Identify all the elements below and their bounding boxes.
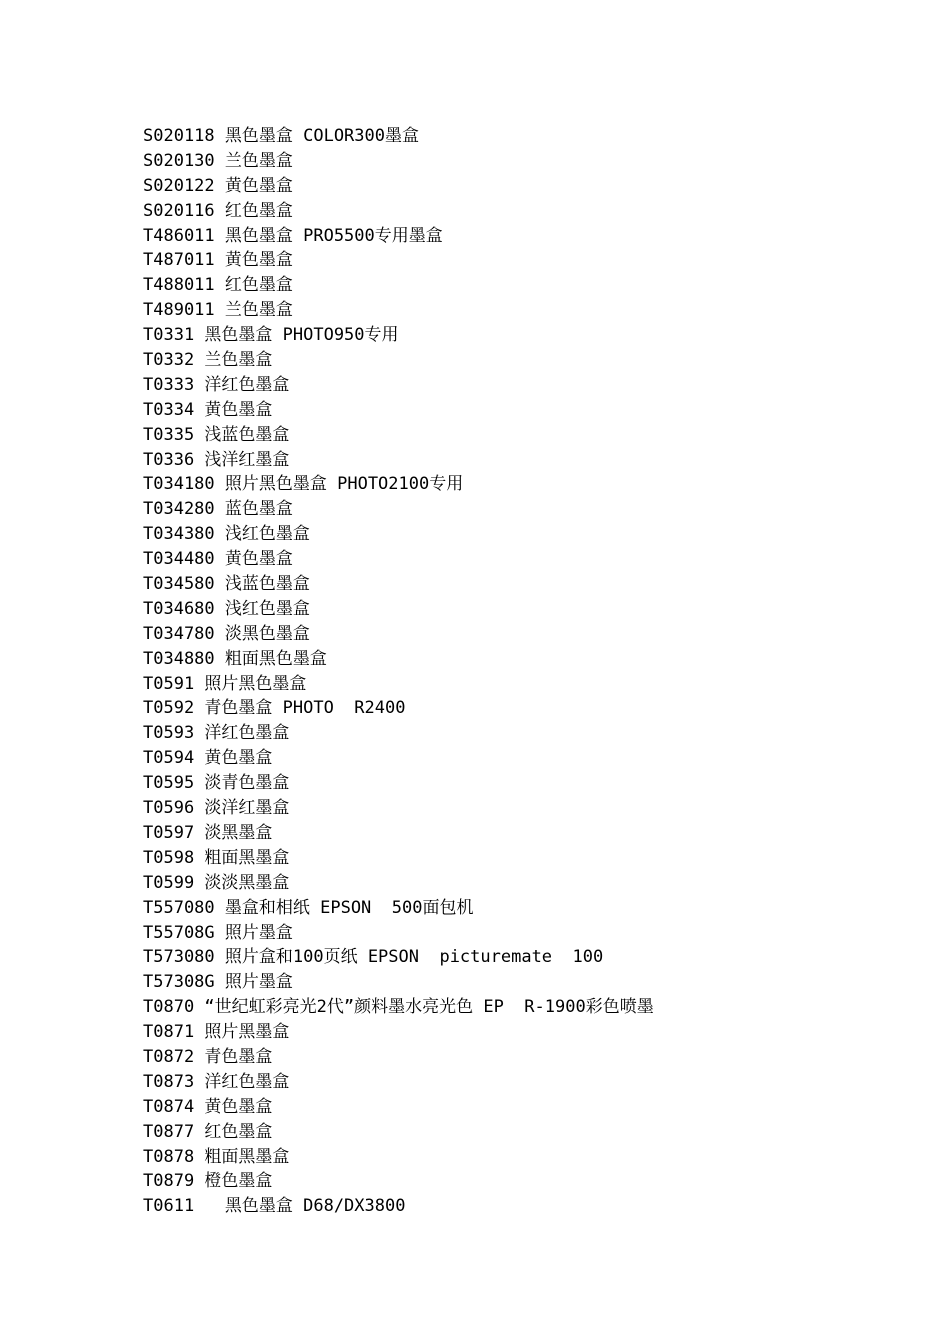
list-item: T034480 黄色墨盒 [143, 549, 293, 570]
list-item: T488011 红色墨盒 [143, 275, 293, 296]
list-item: T0591 照片黑色墨盒 [143, 673, 307, 694]
list-item: T0592 青色墨盒 PHOTO R2400 [143, 698, 406, 719]
list-item: T034280 蓝色墨盒 [143, 499, 293, 520]
list-item: T034680 浅红色墨盒 [143, 598, 310, 619]
list-item: T0336 浅洋红墨盒 [143, 449, 290, 470]
list-item: T034180 照片黑色墨盒 PHOTO2100专用 [143, 474, 464, 495]
list-item: T55708G 照片墨盒 [143, 922, 293, 943]
list-item: T0599 淡淡黑墨盒 [143, 872, 290, 893]
list-item: S020122 黄色墨盒 [143, 175, 293, 196]
list-item: T034780 淡黑色墨盒 [143, 623, 310, 644]
list-item: T0598 粗面黑墨盒 [143, 847, 290, 868]
list-item: T0593 洋红色墨盒 [143, 723, 290, 744]
list-item: S020116 红色墨盒 [143, 200, 293, 221]
list-item: T0871 照片黑墨盒 [143, 1022, 290, 1043]
list-item: T486011 黑色墨盒 PRO5500专用墨盒 [143, 225, 443, 246]
list-item: T487011 黄色墨盒 [143, 250, 293, 271]
list-item: T0596 淡洋红墨盒 [143, 798, 290, 819]
list-item: T557080 墨盒和相纸 EPSON 500面包机 [143, 897, 474, 918]
list-item: T0878 粗面黑墨盒 [143, 1146, 290, 1167]
list-item: T0872 青色墨盒 [143, 1046, 273, 1067]
list-item: T489011 兰色墨盒 [143, 300, 293, 321]
list-item: T0334 黄色墨盒 [143, 399, 273, 420]
list-item: T034580 浅蓝色墨盒 [143, 574, 310, 595]
list-item: S020118 黑色墨盒 COLOR300墨盒 [143, 126, 419, 146]
list-item: T0333 洋红色墨盒 [143, 374, 290, 395]
list-item: T0597 淡黑墨盒 [143, 822, 273, 843]
list-item: T0335 浅蓝色墨盒 [143, 424, 290, 445]
ink-cartridge-list [143, 124, 903, 1219]
list-item: T0595 淡青色墨盒 [143, 773, 290, 794]
list-item: T0874 黄色墨盒 [143, 1096, 273, 1117]
list-item: T57308G 照片墨盒 [143, 972, 293, 993]
list-item: T034380 浅红色墨盒 [143, 524, 310, 545]
list-item: S020130 兰色墨盒 [143, 150, 293, 171]
list-item: T0611 黑色墨盒 D68/DX3800 [143, 1196, 406, 1217]
list-item: T0873 洋红色墨盒 [143, 1071, 290, 1092]
list-item: T573080 照片盒和100页纸 EPSON picturemate 100 [143, 947, 604, 968]
list-item: T0877 红色墨盒 [143, 1121, 273, 1142]
list-item: T0870 “世纪虹彩亮光2代”颜料墨水亮光色 EP R-1900彩色喷墨 [143, 997, 654, 1018]
list-item: T0332 兰色墨盒 [143, 350, 273, 371]
list-item: T0594 黄色墨盒 [143, 748, 273, 769]
list-item: T0879 橙色墨盒 [143, 1171, 273, 1192]
list-item: T0331 黑色墨盒 PHOTO950专用 [143, 325, 399, 346]
list-item: T034880 粗面黑色墨盒 [143, 648, 327, 669]
